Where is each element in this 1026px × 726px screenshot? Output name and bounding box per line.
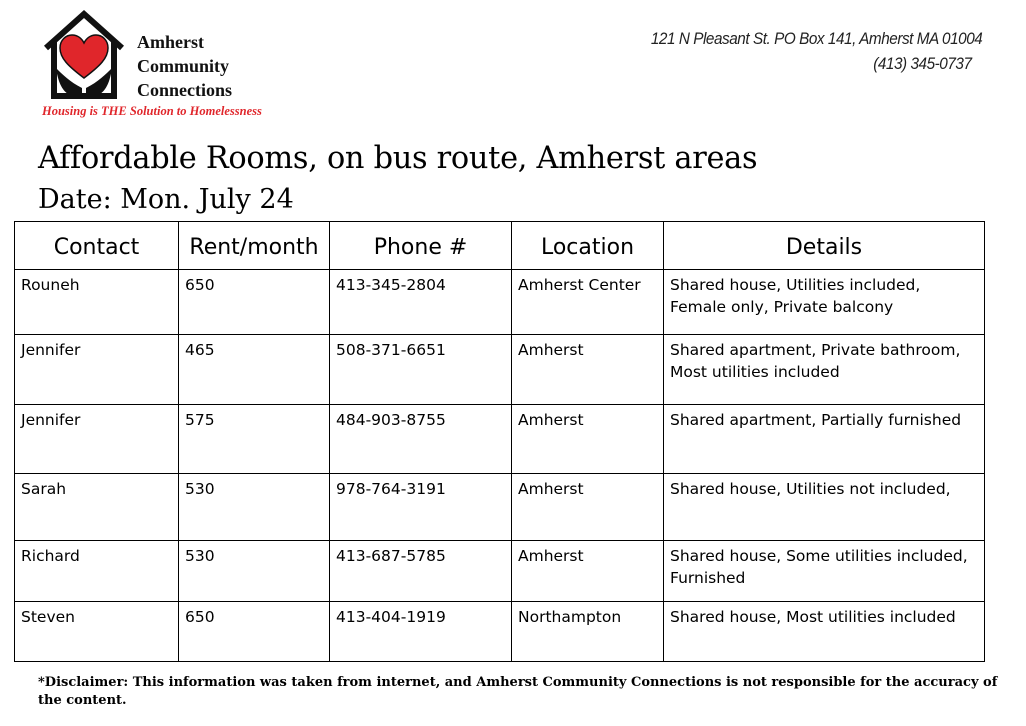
cell-rent: 575: [179, 405, 330, 474]
header-phone: Phone #: [330, 222, 512, 270]
cell-contact: Rouneh: [15, 270, 179, 335]
cell-phone: 413-345-2804: [330, 270, 512, 335]
cell-rent: 650: [179, 270, 330, 335]
header-contact: Contact: [15, 222, 179, 270]
cell-details: Shared house, Utilities included, Female only, Private balcony: [664, 270, 985, 335]
org-logo: [32, 8, 302, 120]
org-address: [650, 26, 982, 76]
header-rent: Rent/month: [179, 222, 330, 270]
page-title: Affordable Rooms, on bus route, Amherst areas: [38, 140, 758, 176]
table-row: [15, 474, 985, 541]
cell-contact: Sarah: [15, 474, 179, 541]
cell-rent: 650: [179, 602, 330, 662]
org-name-line-1: Amherst: [137, 32, 204, 52]
cell-rent: 530: [179, 474, 330, 541]
cell-details: Shared apartment, Private bathroom, Most utilities included: [664, 335, 985, 405]
address-line: 121 N Pleasant St. PO Box 141, Amherst MA 01004: [650, 29, 982, 48]
cell-location: Amherst Center: [512, 270, 664, 335]
cell-location: Amherst: [512, 474, 664, 541]
house-heart-hands-icon: [38, 8, 130, 100]
cell-contact: Jennifer: [15, 335, 179, 405]
cell-details: Shared house, Some utilities included, Furnished: [664, 541, 985, 602]
header-location: Location: [512, 222, 664, 270]
header-details: Details: [664, 222, 985, 270]
cell-details: Shared apartment, Partially furnished: [664, 405, 985, 474]
cell-rent: 530: [179, 541, 330, 602]
disclaimer-text: *Disclaimer: This information was taken from internet, and Amherst Community Connections is not responsible for the accuracy of the content.: [38, 675, 998, 708]
org-name: [137, 30, 232, 102]
table-row: [15, 335, 985, 405]
cell-location: Amherst: [512, 335, 664, 405]
cell-location: Amherst: [512, 405, 664, 474]
table-row: [15, 270, 985, 335]
cell-phone: 484-903-8755: [330, 405, 512, 474]
table-row: [15, 602, 985, 662]
listings-table: [14, 221, 985, 662]
cell-location: Amherst: [512, 541, 664, 602]
cell-phone: 978-764-3191: [330, 474, 512, 541]
org-name-line-3: Connections: [137, 80, 233, 100]
cell-phone: 413-404-1919: [330, 602, 512, 662]
table-row: [15, 541, 985, 602]
cell-details: Shared house, Utilities not included,: [664, 474, 985, 541]
cell-contact: Jennifer: [15, 405, 179, 474]
cell-contact: Richard: [15, 541, 179, 602]
table-row: [15, 405, 985, 474]
cell-phone: 413-687-5785: [330, 541, 512, 602]
org-tagline: Housing is THE Solution to Homelessness: [42, 104, 262, 118]
table-header-row: [15, 222, 985, 270]
cell-details: Shared house, Most utilities included: [664, 602, 985, 662]
cell-location: Northampton: [512, 602, 664, 662]
org-phone: (413) 345-0737: [872, 54, 972, 73]
cell-phone: 508-371-6651: [330, 335, 512, 405]
listing-date: Date: Mon. July 24: [38, 184, 294, 215]
org-name-line-2: Community: [137, 56, 230, 76]
cell-contact: Steven: [15, 602, 179, 662]
cell-rent: 465: [179, 335, 330, 405]
